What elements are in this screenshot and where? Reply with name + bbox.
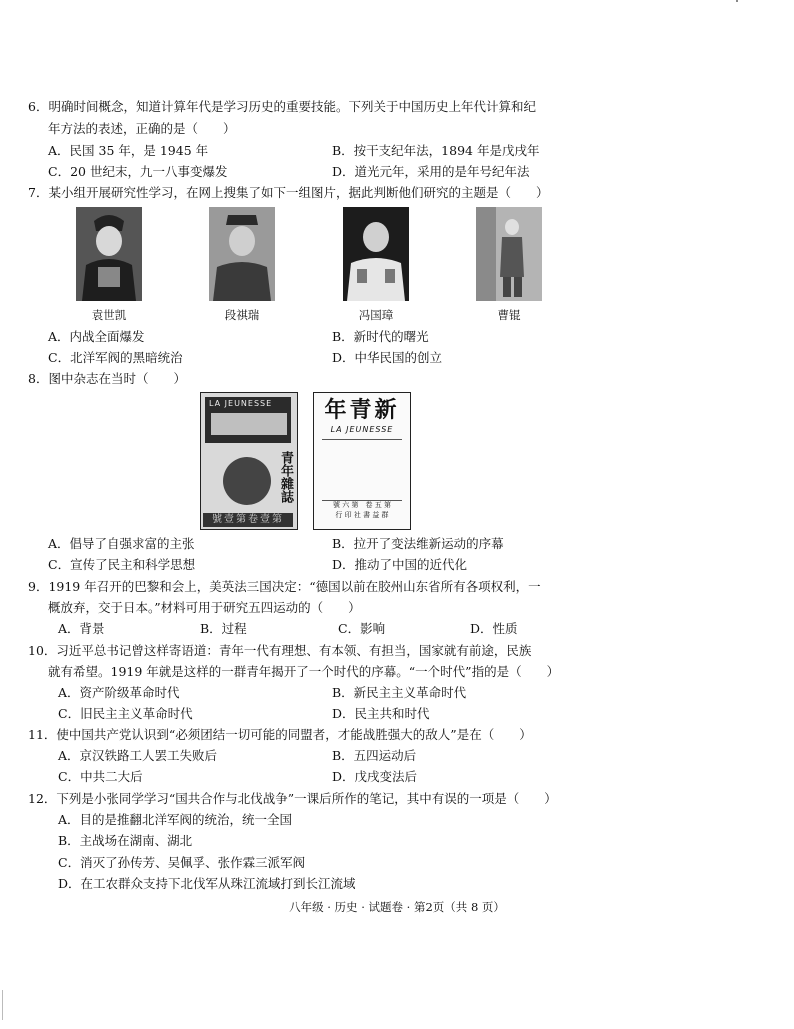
q10-stem-line1: 10．习近平总书记曾这样寄语道：青年一代有理想、有本领、有担当，国家就有前途，民族 xyxy=(28,643,532,658)
page-footer: 八年级 · 历史 · 试题卷 · 第2页（共 8 页） xyxy=(289,900,505,914)
portrait-duan-qirui xyxy=(209,207,275,301)
q11-option-b: B．五四运动后 xyxy=(332,748,417,763)
q7-option-c: C．北洋军阀的黑暗统治 xyxy=(48,350,183,365)
q10-stem-line2: 就有希望。1919 年就是这样的一群青年揭开了一个时代的序幕。“一个时代”指的是（ ） xyxy=(48,664,560,679)
q12-option-b: B．主战场在湖南、湖北 xyxy=(58,833,193,848)
q9-option-d: D．性质 xyxy=(470,621,518,636)
magazine-left-title: LA JEUNESSE xyxy=(209,399,273,408)
q10-option-c: C．旧民主主义革命时代 xyxy=(58,706,193,721)
portrait-cao-kun xyxy=(476,207,542,301)
q6-option-c: C．20 世纪末，九一八事变爆发 xyxy=(48,164,228,179)
q12-stem: 12．下列是小张同学学习“国共合作与北伐战争”一课后所作的笔记，其中有误的一项是（ ） xyxy=(28,791,557,806)
portrait-feng-guozhang xyxy=(343,207,409,301)
q9-option-c: C．影响 xyxy=(338,621,386,636)
q6-stem-line1: 6．明确时间概念，知道计算年代是学习历史的重要技能。下列关于中国历史上年代计算和纪 xyxy=(28,99,536,114)
q7-stem: 7．某小组开展研究性学习，在网上搜集了如下一组图片，据此判断他们研究的主题是（ ） xyxy=(28,185,549,200)
q10-option-b: B．新民主主义革命时代 xyxy=(332,685,467,700)
q7-option-a: A．内战全面爆发 xyxy=(48,329,145,344)
caption-cao-kun: 曹锟 xyxy=(497,308,521,322)
magazine-left-issue: 號壹第卷壹第 xyxy=(203,513,293,527)
q10-option-a: A．资产阶级革命时代 xyxy=(58,685,180,700)
q8-option-d: D．推动了中国的近代化 xyxy=(332,557,468,572)
q9-option-a: A．背景 xyxy=(58,621,105,636)
scan-edge-mark xyxy=(2,990,3,1020)
magazine-right-publisher: 行 印 社 書 益 群 xyxy=(335,511,389,519)
portrait-yuan-shikai xyxy=(76,207,142,301)
q8-stem: 8．图中杂志在当时（ ） xyxy=(28,371,186,386)
q6-option-d: D．道光元年，采用的是年号纪年法 xyxy=(332,164,530,179)
q9-option-b: B．过程 xyxy=(200,621,247,636)
q6-option-b: B．按干支纪年法，1894 年是戊戌年 xyxy=(332,143,540,158)
q6-stem-line2: 年方法的表述，正确的是（ ） xyxy=(48,121,236,136)
q12-option-c: C．消灭了孙传芳、吴佩孚、张作霖三派军阀 xyxy=(58,855,306,870)
q9-stem-line2: 概放弃，交于日本。”材料可用于研究五四运动的（ ） xyxy=(48,600,361,615)
magazine-right-issue: 號 六 第 卷 五 第 xyxy=(333,501,391,509)
q7-option-d: D．中华民国的创立 xyxy=(332,350,443,365)
caption-duan-qirui: 段祺瑞 xyxy=(224,308,260,322)
q8-option-b: B．拉开了变法维新运动的序幕 xyxy=(332,536,504,551)
q12-option-a: A．目的是推翻北洋军阀的统治，统一全国 xyxy=(58,812,293,827)
q9-stem-line1: 9．1919 年召开的巴黎和会上，美英法三国决定：“德国以前在胶州山东省所有各项权利，一 xyxy=(28,579,541,594)
q8-option-c: C．宣传了民主和科学思想 xyxy=(48,557,196,572)
q7-option-b: B．新时代的曙光 xyxy=(332,329,429,344)
magazine-left-title-cn: 青年雜誌 xyxy=(278,451,293,503)
q8-option-a: A．倡导了自强求富的主张 xyxy=(48,536,195,551)
q11-option-d: D．戊戌变法后 xyxy=(332,769,418,784)
q6-option-a: A．民国 35 年，是 1945 年 xyxy=(48,143,209,158)
magazine-right-title-cn: 年青新 xyxy=(324,397,400,423)
q11-option-a: A．京汉铁路工人罢工失败后 xyxy=(58,748,218,763)
magazine-cover-xin-qingnian xyxy=(313,392,411,530)
q11-stem: 11．使中国共产党认识到“必须团结一切可能的同盟者，才能战胜强大的敌人”是在（ ） xyxy=(28,727,532,742)
scan-speck xyxy=(736,0,738,2)
q12-option-d: D．在工农群众支持下北伐军从珠江流域打到长江流域 xyxy=(58,876,356,891)
q10-option-d: D．民主共和时代 xyxy=(332,706,430,721)
caption-yuan-shikai: 袁世凯 xyxy=(91,308,127,322)
caption-feng-guozhang: 冯国璋 xyxy=(358,308,394,322)
magazine-cover-qingnian-zazhi xyxy=(200,392,298,530)
q11-option-c: C．中共二大后 xyxy=(58,769,143,784)
magazine-right-title: LA JEUNESSE xyxy=(330,425,394,434)
